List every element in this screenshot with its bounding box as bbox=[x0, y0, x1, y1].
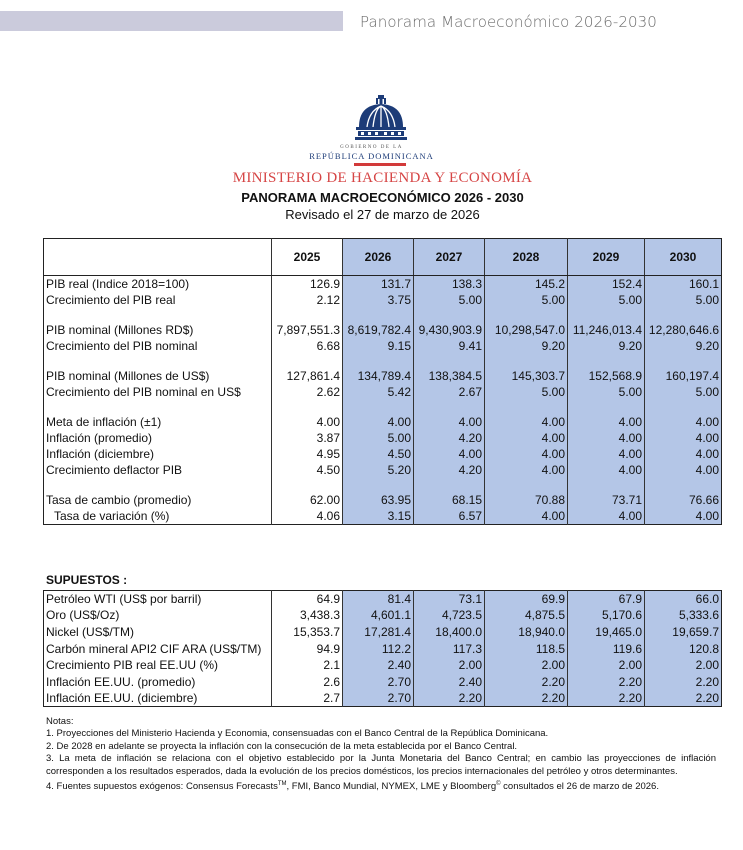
spacer-cell bbox=[343, 308, 414, 322]
value-cell: 119.6 bbox=[568, 640, 645, 657]
value-cell: 2.70 bbox=[343, 690, 414, 707]
table-row bbox=[44, 384, 722, 400]
value-cell: 138.3 bbox=[414, 276, 485, 293]
table-row bbox=[44, 508, 722, 525]
value-cell: 9.20 bbox=[568, 338, 645, 354]
value-cell: 2.40 bbox=[414, 673, 485, 690]
spacer-cell bbox=[485, 308, 568, 322]
value-cell: 112.2 bbox=[343, 640, 414, 657]
spacer-cell bbox=[44, 400, 272, 414]
value-cell: 2.6 bbox=[272, 673, 343, 690]
row-label: Oro (US$/Oz) bbox=[46, 608, 120, 623]
spacer-cell bbox=[272, 478, 343, 492]
spacer-cell bbox=[414, 478, 485, 492]
value-cell: 5.00 bbox=[343, 430, 414, 446]
spacer-cell bbox=[485, 400, 568, 414]
value-cell: 4.00 bbox=[414, 446, 485, 462]
spacer-cell bbox=[343, 478, 414, 492]
row-label: Tasa de variación (%) bbox=[54, 509, 170, 523]
value-cell: 2.00 bbox=[568, 657, 645, 674]
row-label: Inflación (diciembre) bbox=[46, 447, 155, 461]
table-row bbox=[44, 690, 722, 707]
value-cell: 19,465.0 bbox=[568, 624, 645, 641]
supuestos-heading: SUPUESTOS : bbox=[46, 573, 128, 587]
value-cell: 12,280,646.6 bbox=[645, 322, 722, 338]
revision-date: Revisado el 27 de marzo de 2026 bbox=[285, 207, 480, 222]
header-year-2025: 2025 bbox=[272, 239, 343, 276]
supuestos-table bbox=[43, 590, 722, 707]
note-4: 4. Fuentes supuestos exógenos: Consensus Forecasts™, FMI, Banco Mundial, NYMEX, LME y Bloomberg© consultados el 26 de marzo de 2026. bbox=[46, 781, 659, 793]
spacer-cell bbox=[645, 308, 722, 322]
row-label: Crecimiento PIB real EE.UU (%) bbox=[46, 658, 219, 673]
value-cell: 6.68 bbox=[272, 338, 343, 354]
table-row bbox=[44, 673, 722, 690]
value-cell: 9.41 bbox=[414, 338, 485, 354]
value-cell: 5.00 bbox=[568, 292, 645, 308]
value-cell: 138,384.5 bbox=[414, 368, 485, 384]
value-cell: 9.20 bbox=[645, 338, 722, 354]
value-cell: 4.00 bbox=[568, 446, 645, 462]
table-row bbox=[44, 607, 722, 624]
value-cell: 5.42 bbox=[343, 384, 414, 400]
spacer-cell bbox=[414, 308, 485, 322]
row-label: Meta de inflación (±1) bbox=[46, 415, 162, 429]
value-cell: 8,619,782.4 bbox=[343, 322, 414, 338]
row-label: PIB nominal (Millones RD$) bbox=[46, 323, 194, 337]
value-cell: 5,333.6 bbox=[645, 607, 722, 624]
value-cell: 4.06 bbox=[272, 508, 343, 525]
value-cell: 2.20 bbox=[568, 690, 645, 707]
value-cell: 5.00 bbox=[485, 384, 568, 400]
value-cell: 17,281.4 bbox=[343, 624, 414, 641]
value-cell: 73.1 bbox=[414, 591, 485, 608]
value-cell: 67.9 bbox=[568, 591, 645, 608]
table-row bbox=[44, 322, 722, 338]
dome-logo-icon bbox=[351, 95, 411, 143]
spacer-cell bbox=[414, 354, 485, 368]
value-cell: 4.00 bbox=[645, 430, 722, 446]
value-cell: 2.20 bbox=[645, 690, 722, 707]
value-cell: 2.7 bbox=[272, 690, 343, 707]
value-cell: 6.57 bbox=[414, 508, 485, 525]
row-label: Petróleo WTI (US$ por barril) bbox=[46, 592, 202, 607]
value-cell: 3.15 bbox=[343, 508, 414, 525]
spacer-row bbox=[44, 400, 722, 414]
value-cell: 9,430,903.9 bbox=[414, 322, 485, 338]
spacer-row bbox=[44, 354, 722, 368]
note-2: 2. De 2028 en adelante se proyecta la inflación con la consecución de la meta establecida por el Banco Central. bbox=[46, 740, 518, 752]
value-cell: 5.00 bbox=[645, 384, 722, 400]
notes-section bbox=[46, 716, 716, 794]
macro-projections-table bbox=[43, 238, 722, 525]
table-row bbox=[44, 462, 722, 478]
value-cell: 5.00 bbox=[414, 292, 485, 308]
row-label: PIB real (Indice 2018=100) bbox=[46, 277, 190, 291]
value-cell: 127,861.4 bbox=[272, 368, 343, 384]
spacer-cell bbox=[343, 400, 414, 414]
value-cell: 94.9 bbox=[272, 640, 343, 657]
value-cell: 4.00 bbox=[485, 462, 568, 478]
value-cell: 4.00 bbox=[568, 462, 645, 478]
row-label: Nickel (US$/TM) bbox=[46, 624, 135, 639]
value-cell: 3.87 bbox=[272, 430, 343, 446]
row-label: Inflación EE.UU. (diciembre) bbox=[46, 691, 198, 706]
value-cell: 152.4 bbox=[568, 276, 645, 293]
spacer-cell bbox=[568, 400, 645, 414]
value-cell: 11,246,013.4 bbox=[568, 322, 645, 338]
value-cell: 10,298,547.0 bbox=[485, 322, 568, 338]
table-row bbox=[44, 446, 722, 462]
spacer-cell bbox=[485, 478, 568, 492]
value-cell: 9.15 bbox=[343, 338, 414, 354]
header-year-2027: 2027 bbox=[414, 239, 485, 276]
value-cell: 3.75 bbox=[343, 292, 414, 308]
header-blank-cell bbox=[44, 239, 272, 276]
value-cell: 5.20 bbox=[343, 462, 414, 478]
value-cell: 117.3 bbox=[414, 640, 485, 657]
table-row bbox=[44, 430, 722, 446]
value-cell: 69.9 bbox=[485, 591, 568, 608]
spacer-cell bbox=[272, 354, 343, 368]
note-1: 1. Proyecciones del Ministerio Hacienda y Economia, consensuadas con el Banco Central de la República Dominicana. bbox=[46, 728, 549, 740]
value-cell: 2.62 bbox=[272, 384, 343, 400]
row-label: Inflación (promedio) bbox=[46, 431, 153, 445]
page-header-title: Panorama Macroeconómico 2026-2030 bbox=[360, 13, 657, 31]
spacer-cell bbox=[343, 354, 414, 368]
row-label: Tasa de cambio (promedio) bbox=[46, 493, 192, 507]
value-cell: 2.20 bbox=[485, 673, 568, 690]
spacer-cell bbox=[272, 308, 343, 322]
table-row bbox=[44, 624, 722, 641]
value-cell: 5.00 bbox=[568, 384, 645, 400]
value-cell: 118.5 bbox=[485, 640, 568, 657]
logo-government-label: GOBIERNO DE LA bbox=[340, 145, 403, 150]
value-cell: 4.50 bbox=[343, 446, 414, 462]
logo-republic-label: REPÚBLICA DOMINICANA bbox=[309, 151, 434, 161]
value-cell: 5,170.6 bbox=[568, 607, 645, 624]
value-cell: 70.88 bbox=[485, 492, 568, 508]
value-cell: 4.00 bbox=[414, 414, 485, 430]
spacer-cell bbox=[568, 308, 645, 322]
value-cell: 4.00 bbox=[485, 508, 568, 525]
value-cell: 68.15 bbox=[414, 492, 485, 508]
value-cell: 2.00 bbox=[645, 657, 722, 674]
header-year-2030: 2030 bbox=[645, 239, 722, 276]
spacer-cell bbox=[44, 354, 272, 368]
row-label: PIB nominal (Millones de US$) bbox=[46, 369, 210, 383]
value-cell: 9.20 bbox=[485, 338, 568, 354]
header-banner bbox=[0, 11, 343, 31]
value-cell: 4.00 bbox=[272, 414, 343, 430]
spacer-cell bbox=[414, 400, 485, 414]
value-cell: 81.4 bbox=[343, 591, 414, 608]
value-cell: 4.00 bbox=[645, 508, 722, 525]
table-row bbox=[44, 368, 722, 384]
value-cell: 145,303.7 bbox=[485, 368, 568, 384]
note-3: 3. La meta de inflación se relaciona con el objetivo establecido por la Junta Monetaria del Banco Central; en cambio las proyecciones de inflación corresponden a los resultados esperados, dada la evolución de los precios domésticos, los precios internacionales del petróleo y otros determinantes. bbox=[46, 753, 716, 777]
value-cell: 76.66 bbox=[645, 492, 722, 508]
value-cell: 4.00 bbox=[645, 462, 722, 478]
value-cell: 134,789.4 bbox=[343, 368, 414, 384]
spacer-cell bbox=[568, 478, 645, 492]
spacer-cell bbox=[645, 354, 722, 368]
table-row bbox=[44, 414, 722, 430]
spacer-cell bbox=[485, 354, 568, 368]
value-cell: 160.1 bbox=[645, 276, 722, 293]
value-cell: 4.00 bbox=[568, 414, 645, 430]
value-cell: 2.00 bbox=[485, 657, 568, 674]
value-cell: 2.1 bbox=[272, 657, 343, 674]
spacer-cell bbox=[44, 478, 272, 492]
value-cell: 120.8 bbox=[645, 640, 722, 657]
value-cell: 4,723.5 bbox=[414, 607, 485, 624]
notes-heading: Notas: bbox=[46, 716, 74, 727]
value-cell: 73.71 bbox=[568, 492, 645, 508]
row-label: Crecimiento deflactor PIB bbox=[46, 463, 183, 477]
value-cell: 4,601.1 bbox=[343, 607, 414, 624]
spacer-cell bbox=[568, 354, 645, 368]
value-cell: 4.00 bbox=[343, 414, 414, 430]
table-row bbox=[44, 292, 722, 308]
spacer-cell bbox=[272, 400, 343, 414]
row-label: Crecimiento del PIB nominal en US$ bbox=[46, 385, 241, 399]
value-cell: 18,400.0 bbox=[414, 624, 485, 641]
value-cell: 15,353.7 bbox=[272, 624, 343, 641]
header-year-2026: 2026 bbox=[343, 239, 414, 276]
value-cell: 5.00 bbox=[485, 292, 568, 308]
value-cell: 2.40 bbox=[343, 657, 414, 674]
value-cell: 63.95 bbox=[343, 492, 414, 508]
logo-red-rule bbox=[354, 163, 406, 166]
spacer-cell bbox=[44, 308, 272, 322]
value-cell: 4,875.5 bbox=[485, 607, 568, 624]
value-cell: 2.67 bbox=[414, 384, 485, 400]
value-cell: 66.0 bbox=[645, 591, 722, 608]
table-row bbox=[44, 338, 722, 354]
value-cell: 19,659.7 bbox=[645, 624, 722, 641]
value-cell: 4.00 bbox=[568, 430, 645, 446]
value-cell: 2.20 bbox=[568, 673, 645, 690]
value-cell: 2.20 bbox=[645, 673, 722, 690]
value-cell: 160,197.4 bbox=[645, 368, 722, 384]
document-title: PANORAMA MACROECONÓMICO 2026 - 2030 bbox=[241, 190, 524, 205]
value-cell: 4.20 bbox=[414, 430, 485, 446]
value-cell: 18,940.0 bbox=[485, 624, 568, 641]
spacer-row bbox=[44, 478, 722, 492]
spacer-cell bbox=[645, 400, 722, 414]
value-cell: 126.9 bbox=[272, 276, 343, 293]
row-label: Crecimiento del PIB nominal bbox=[46, 339, 198, 353]
value-cell: 4.00 bbox=[485, 414, 568, 430]
table-row bbox=[44, 591, 722, 608]
value-cell: 3,438.3 bbox=[272, 607, 343, 624]
value-cell: 2.70 bbox=[343, 673, 414, 690]
value-cell: 7,897,551.3 bbox=[272, 322, 343, 338]
value-cell: 4.50 bbox=[272, 462, 343, 478]
value-cell: 4.00 bbox=[645, 446, 722, 462]
row-label: Inflación EE.UU. (promedio) bbox=[46, 674, 196, 689]
value-cell: 64.9 bbox=[272, 591, 343, 608]
value-cell: 4.95 bbox=[272, 446, 343, 462]
ministry-title: MINISTERIO DE HACIENDA Y ECONOMÍA bbox=[232, 170, 533, 186]
value-cell: 4.00 bbox=[485, 430, 568, 446]
header-year-2028: 2028 bbox=[485, 239, 568, 276]
table-header-row bbox=[44, 239, 722, 276]
value-cell: 2.20 bbox=[485, 690, 568, 707]
table-row bbox=[44, 657, 722, 674]
table-row bbox=[44, 276, 722, 293]
spacer-row bbox=[44, 308, 722, 322]
value-cell: 4.00 bbox=[485, 446, 568, 462]
value-cell: 4.00 bbox=[568, 508, 645, 525]
value-cell: 2.12 bbox=[272, 292, 343, 308]
value-cell: 62.00 bbox=[272, 492, 343, 508]
value-cell: 131.7 bbox=[343, 276, 414, 293]
spacer-cell bbox=[645, 478, 722, 492]
value-cell: 145.2 bbox=[485, 276, 568, 293]
value-cell: 5.00 bbox=[645, 292, 722, 308]
table-row bbox=[44, 640, 722, 657]
row-label: Crecimiento del PIB real bbox=[46, 293, 176, 307]
value-cell: 2.00 bbox=[414, 657, 485, 674]
value-cell: 4.00 bbox=[645, 414, 722, 430]
value-cell: 152,568.9 bbox=[568, 368, 645, 384]
header-year-2029: 2029 bbox=[568, 239, 645, 276]
table-row bbox=[44, 492, 722, 508]
value-cell: 4.20 bbox=[414, 462, 485, 478]
row-label: Carbón mineral API2 CIF ARA (US$/TM) bbox=[46, 641, 262, 656]
value-cell: 2.20 bbox=[414, 690, 485, 707]
